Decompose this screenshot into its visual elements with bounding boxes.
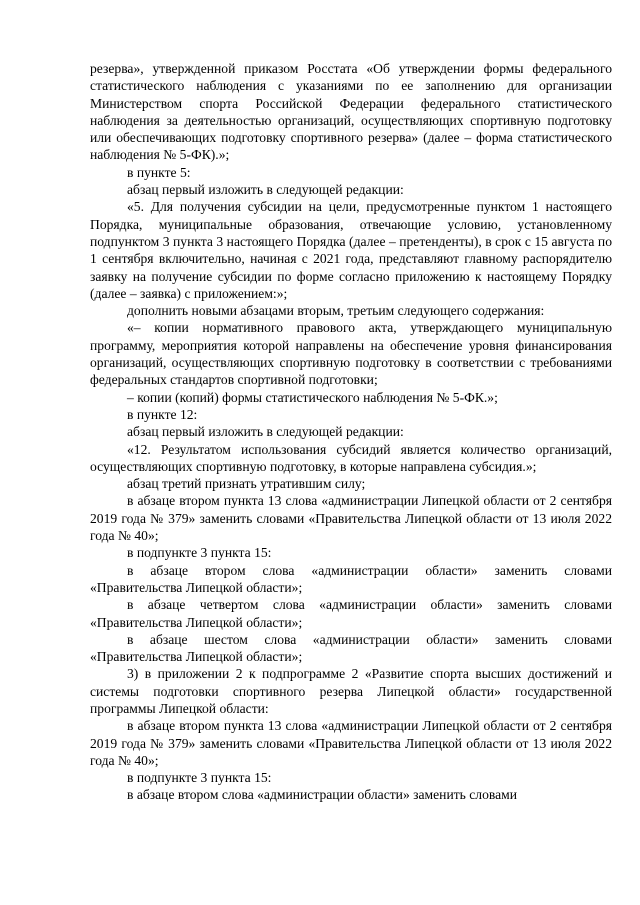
paragraph-20: в абзаце втором слова «администрации области» заменить словами — [127, 787, 518, 803]
paragraph-15: в абзаце четвертом слова «администрации области» заменить словами «Правительства Липецкой области»; — [90, 597, 612, 630]
paragraph-3: абзац первый изложить в следующей редакции: — [127, 182, 404, 198]
paragraph-9: абзац первый изложить в следующей редакции: — [127, 424, 404, 440]
paragraph-8: в пункте 12: — [127, 406, 198, 422]
paragraph-13: в подпункте 3 пункта 15: — [127, 545, 272, 561]
paragraph-5: дополнить новыми абзацами вторым, третьим следующего содержания: — [127, 303, 545, 319]
paragraph-12: в абзаце втором пункта 13 слова «администрации Липецкой области от 2 сентября 2019 года № 379» заменить словами «Правительства Липецкой области от 13 июля 2022 года № 40»; — [90, 493, 612, 544]
document-page — [90, 60, 612, 804]
paragraph-16: в абзаце шестом слова «администрации области» заменить словами «Правительства Липецкой области»; — [90, 631, 612, 665]
paragraph-19: в подпункте 3 пункта 15: — [127, 770, 272, 786]
paragraph-14: в абзаце втором слова «администрации области» заменить словами «Правительства Липецкой области»; — [90, 562, 612, 595]
paragraph-17: 3) в приложении 2 к подпрограмме 2 «Развитие спорта высших достижений и системы подготовки спортивного резерва Липецкой области» государственной программы Липецкой области: — [90, 666, 612, 716]
paragraph-2: в пункте 5: — [127, 164, 191, 180]
paragraph-1: резерва», утвержденной приказом Росстата «Об утверждении формы федерального статистического наблюдения с указаниями по ее заполнению для организации Министерством спорта Российской Федерации федерального статистического наблюдения за деятельностью организаций, осуществляющих спортивную подготовку или обеспечивающих подготовку спортивного резерва» (далее – форма статистического наблюдения № 5-ФК).»; — [90, 61, 612, 163]
paragraph-18: в абзаце втором пункта 13 слова «администрации Липецкой области от 2 сентября 2019 года № 379» заменить словами «Правительства Липецкой области от 13 июля 2022 года № 40»; — [90, 718, 612, 768]
paragraph-11: абзац третий признать утратившим силу; — [127, 476, 366, 492]
paragraph-4: «5. Для получения субсидии на цели, предусмотренные пунктом 1 настоящего Порядка, муниципальные образования, отвечающие условию, установленному подпунктом 3 пункта 3 настоящего Порядка (далее – претенденты), в срок с 15 августа по 1 сентября включительно, начиная с 2021 года, представляют главному распорядителю заявку на получение субсидии по форме согласно приложению к настоящему Порядку (далее – заявка) с приложением:»; — [90, 199, 612, 301]
paragraph-7: – копии (копий) формы статистического наблюдения № 5-ФК.»; — [127, 389, 498, 405]
paragraph-10: «12. Результатом использования субсидий является количество организаций, осуществляющих спортивную подготовку, в которые направлена субсидия.»; — [90, 441, 612, 474]
paragraph-6: «– копии нормативного правового акта, утверждающего муниципальную программу, мероприятия которой направлены на обеспечение уровня финансирования организаций, осуществляющих спортивную подготовку в соответствии с требованиями федеральных стандартов спортивной подготовки; — [90, 320, 612, 388]
